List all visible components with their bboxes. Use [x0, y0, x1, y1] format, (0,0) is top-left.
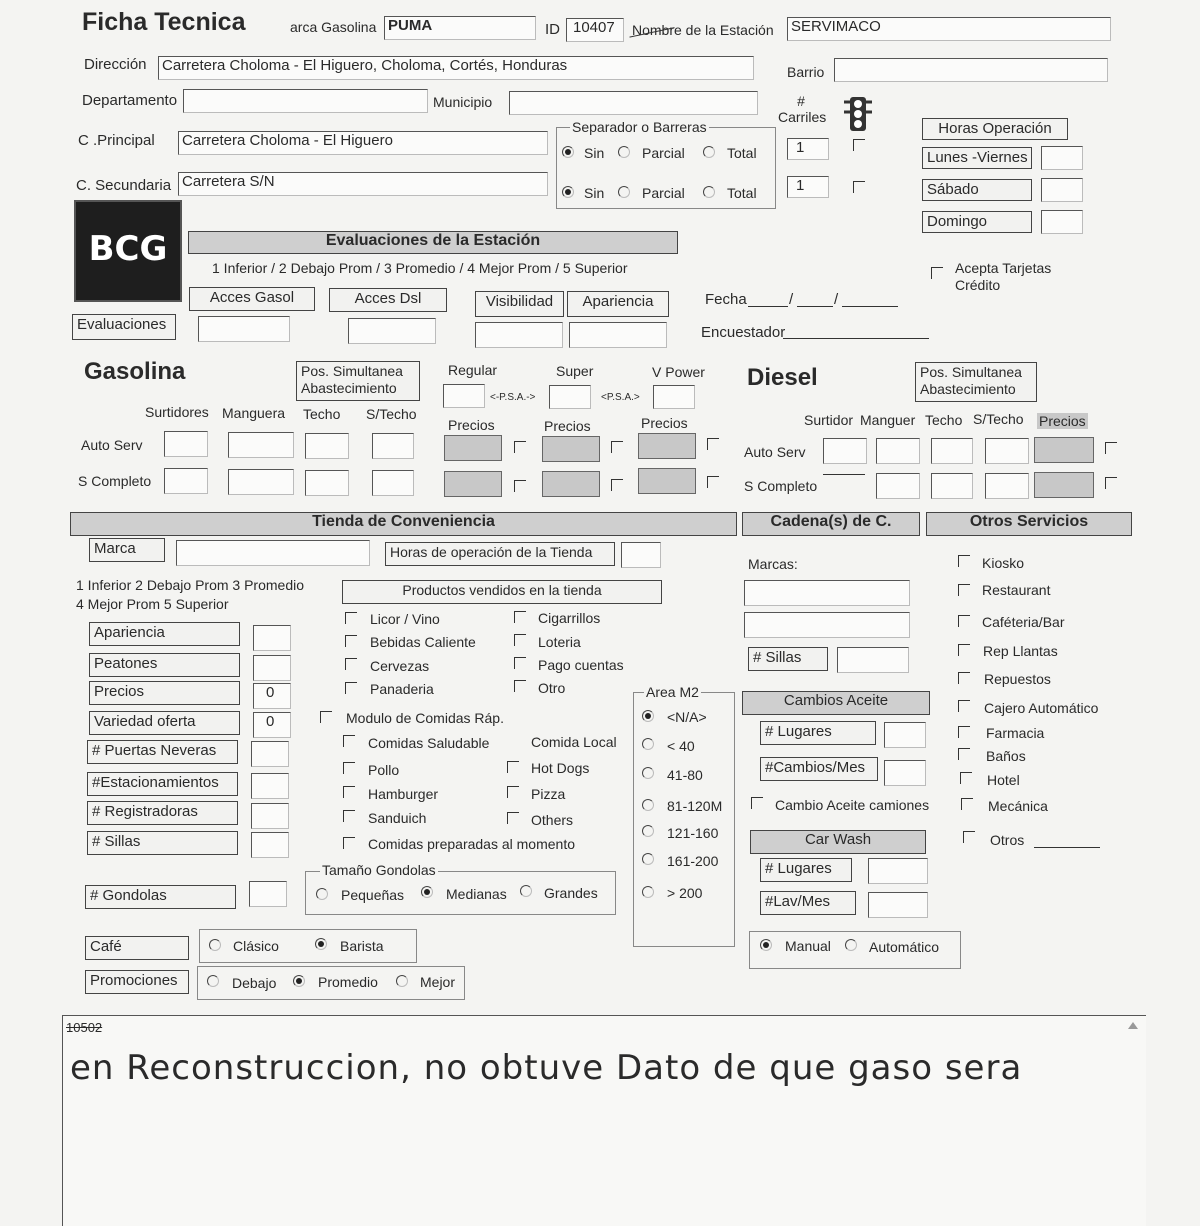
modulo-label: Modulo de Comidas Ráp. — [346, 710, 504, 726]
marcas-field-1[interactable] — [744, 580, 910, 606]
productos-label: Productos vendidos en la tienda — [342, 580, 662, 604]
prod-panaderia-label: Panaderia — [370, 681, 434, 697]
domingo-label: Domingo — [922, 211, 1032, 233]
g-auto-techo[interactable] — [305, 433, 349, 459]
otros-check[interactable] — [963, 831, 975, 843]
sanduich-label: Sanduich — [368, 810, 427, 826]
prod-cigarrillos-check[interactable] — [514, 611, 526, 623]
otros-label: Otros — [990, 832, 1025, 848]
evaluaciones-scale: 1 Inferior / 2 Debajo Prom / 3 Promedio / 4 Mejor Prom / 5 Superior — [212, 260, 628, 276]
psa-label-1: <-P.S.A.-> — [490, 392, 536, 403]
sep2-parcial-radio[interactable] — [618, 186, 630, 198]
d-comp-manguer[interactable] — [876, 473, 920, 499]
pizza-label: Pizza — [531, 786, 566, 802]
precios-header-3: Precios — [641, 415, 688, 431]
eval-estacionamientos-field[interactable] — [251, 773, 289, 799]
logo-text: BCG — [88, 229, 168, 269]
id-label: ID — [545, 21, 560, 38]
tienda-header: Tienda de Conveniencia — [70, 512, 737, 536]
pequenas-radio[interactable] — [316, 888, 328, 900]
sep1-parcial-label: Parcial — [642, 145, 685, 161]
promedio-radio[interactable] — [293, 975, 305, 987]
prod-otro-label: Otro — [538, 680, 566, 696]
scroll-up-icon[interactable] — [1128, 1022, 1138, 1029]
evaluaciones-label: Evaluaciones — [72, 314, 176, 340]
pollo-check[interactable] — [343, 762, 355, 774]
fecha-day-line[interactable] — [748, 291, 788, 307]
super-label: Super — [556, 363, 594, 379]
automatico-radio[interactable] — [845, 939, 857, 951]
d-auto-check[interactable] — [1105, 442, 1117, 454]
super-field[interactable] — [549, 385, 591, 409]
medianas-label: Medianas — [446, 886, 507, 902]
cadena-header: Cadena(s) de C. — [742, 512, 920, 536]
banos-check[interactable] — [958, 748, 970, 760]
gasolina-title: Gasolina — [84, 358, 186, 385]
g-auto-regular-check[interactable] — [514, 441, 526, 453]
d-auto-precio[interactable] — [1034, 437, 1094, 463]
bcg-logo — [74, 200, 182, 302]
promedio-label: Promedio — [318, 974, 378, 990]
marcas-field-2[interactable] — [744, 612, 910, 638]
notes-handwriting: en Reconstruccion, no obtuve Dato de que gaso sera — [70, 1048, 1023, 1088]
area-label: Area M2 — [646, 684, 699, 700]
cadena-sillas-label: # Sillas — [748, 647, 828, 671]
carriles-field-2[interactable] — [787, 176, 829, 198]
manual-radio[interactable] — [760, 939, 772, 951]
sep2-total-label: Total — [727, 185, 757, 201]
manguera-header: Manguera — [222, 405, 286, 421]
sep1-sin-label: Sin — [584, 145, 605, 161]
prod-bebidas-check[interactable] — [345, 635, 357, 647]
preparadas-label: Comidas preparadas al momento — [368, 836, 575, 852]
d-comp-precio[interactable] — [1034, 472, 1094, 498]
otros-header: Otros Servicios — [926, 512, 1132, 536]
tarjetas-label: Acepta Tarjetas Crédito — [955, 260, 1052, 293]
carriles-value-2: 1 — [796, 177, 805, 194]
d-auto-serv-label: Auto Serv — [744, 444, 806, 460]
diesel-title: Diesel — [747, 364, 818, 391]
eval-apariencia-field[interactable] — [253, 625, 291, 651]
evaluaciones-header: Evaluaciones de la Estación — [188, 231, 678, 254]
eval-sillas-label: # Sillas — [87, 831, 238, 855]
notes-area[interactable] — [62, 1015, 1146, 1226]
direccion-label: Dirección — [84, 56, 147, 73]
area-200-radio[interactable] — [642, 886, 654, 898]
gondolas-field[interactable] — [249, 881, 287, 907]
restaurant-label: Restaurant — [982, 582, 1051, 598]
automatico-label: Automático — [869, 939, 940, 955]
g-auto-super-check[interactable] — [611, 441, 623, 453]
cambios-mes-field[interactable] — [884, 760, 926, 786]
grandes-radio[interactable] — [520, 885, 532, 897]
clasico-radio[interactable] — [209, 939, 221, 951]
tienda-scale-1: 1 Inferior 2 Debajo Prom 3 Promedio — [76, 577, 304, 593]
nombre-estacion-field[interactable] — [787, 17, 1111, 41]
prod-bebidas-label: Bebidas Caliente — [370, 634, 476, 650]
carriles-field-1[interactable] — [787, 138, 829, 160]
cafeteria-label: Caféteria/Bar — [982, 614, 1065, 630]
sep1-total-label: Total — [727, 145, 757, 161]
g-comp-vpower-check[interactable] — [707, 476, 719, 488]
apariencia-field[interactable] — [569, 322, 667, 348]
d-auto-techo[interactable] — [931, 438, 973, 464]
medianas-radio[interactable] — [421, 886, 433, 898]
others-label: Others — [531, 812, 574, 828]
diesel-pos-label: Pos. Simultanea Abastecimiento — [915, 362, 1037, 402]
vpower-label: V Power — [652, 364, 705, 380]
eval-registradoras-field[interactable] — [251, 803, 289, 829]
area-na-radio[interactable] — [642, 710, 654, 722]
sep1-sin-radio[interactable] — [562, 146, 574, 158]
cajero-check[interactable] — [958, 700, 970, 712]
carriles-value-1: 1 — [796, 139, 805, 156]
gondolas-label: # Gondolas — [85, 885, 236, 909]
tienda-marca-field[interactable] — [176, 540, 370, 566]
g-comp-surtidores[interactable] — [164, 468, 208, 494]
horas-operacion-button[interactable]: Horas Operación — [922, 118, 1068, 140]
d-comp-stecho[interactable] — [985, 473, 1029, 499]
promociones-label: Promociones — [85, 970, 189, 994]
prod-otro-check[interactable] — [514, 680, 526, 692]
direccion-field[interactable] — [158, 56, 754, 80]
tienda-horas-field[interactable] — [621, 542, 661, 568]
area-group — [633, 692, 735, 947]
restaurant-check[interactable] — [958, 584, 970, 596]
csecundaria-field[interactable] — [178, 172, 548, 196]
s-completo-label: S Completo — [78, 473, 152, 489]
hamburger-check[interactable] — [343, 786, 355, 798]
carwash-lugares-label: # Lugares — [760, 858, 852, 882]
prod-loteria-check[interactable] — [514, 634, 526, 646]
prod-cigarrillos-label: Cigarrillos — [538, 610, 601, 626]
llantas-check[interactable] — [958, 644, 970, 656]
sep2-total-radio[interactable] — [703, 186, 715, 198]
camiones-check[interactable] — [751, 797, 763, 809]
eval-precios-field[interactable] — [253, 683, 291, 709]
otros-line[interactable] — [1034, 833, 1100, 848]
fecha-year-line[interactable] — [842, 291, 898, 307]
grandes-label: Grandes — [544, 885, 598, 901]
separador-label: Separador o Barreras — [572, 119, 707, 135]
hotel-label: Hotel — [987, 772, 1020, 788]
farmacia-label: Farmacia — [986, 725, 1045, 741]
lunes-viernes-field[interactable] — [1041, 146, 1083, 170]
direccion-value: Carretera Choloma - El Higuero, Choloma, Cortés, Honduras — [162, 57, 568, 74]
d-s-completo-label: S Completo — [744, 478, 818, 494]
sep2-parcial-label: Parcial — [642, 185, 685, 201]
g-comp-super-check[interactable] — [611, 479, 623, 491]
comidas-saludable-label: Comidas Saludable — [368, 735, 490, 751]
area-40-label: < 40 — [667, 738, 695, 754]
fecha-month-line[interactable] — [797, 291, 833, 307]
mejor-radio[interactable] — [396, 975, 408, 987]
encuestador-label: Encuestador — [701, 324, 786, 341]
d-manguer-header: Manguer — [860, 412, 916, 428]
llantas-label: Rep Llantas — [983, 643, 1058, 659]
d-auto-stecho[interactable] — [985, 438, 1029, 464]
farmacia-check[interactable] — [958, 726, 970, 738]
marca-gasolina-field[interactable] — [384, 16, 536, 40]
area-121-160-label: 121-160 — [667, 825, 719, 841]
g-comp-manguera[interactable] — [228, 469, 294, 495]
hamburger-label: Hamburger — [368, 786, 439, 802]
others-check[interactable] — [507, 812, 519, 824]
cadena-sillas-field[interactable] — [837, 647, 909, 673]
eval-estacionamientos-label: #Estacionamientos — [87, 772, 238, 796]
csecundaria-label: C. Secundaria — [76, 177, 172, 194]
traffic-light-icon — [843, 96, 873, 132]
barista-radio[interactable] — [315, 938, 327, 950]
tienda-marca-label: Marca — [89, 538, 165, 562]
mecanica-label: Mecánica — [988, 798, 1048, 814]
carriles-label: # Carriles — [778, 93, 827, 125]
sep2-sin-radio[interactable] — [562, 186, 574, 198]
repuestos-check[interactable] — [958, 672, 970, 684]
prod-panaderia-check[interactable] — [345, 682, 357, 694]
d-comp-techo[interactable] — [931, 473, 973, 499]
g-comp-stecho[interactable] — [372, 470, 414, 496]
lav-mes-field[interactable] — [868, 892, 928, 918]
auto-serv-label: Auto Serv — [81, 437, 143, 453]
cafe-label: Café — [85, 936, 189, 960]
carril-checkbox-2[interactable] — [853, 181, 865, 193]
eval-variedad-field[interactable] — [253, 712, 291, 738]
carwash-lugares-field[interactable] — [868, 858, 928, 884]
area-41-80-label: 41-80 — [667, 767, 703, 783]
sabado-field[interactable] — [1041, 178, 1083, 202]
g-auto-precio-vpower[interactable] — [638, 433, 696, 459]
cafe-group — [199, 929, 417, 963]
prod-pago-label: Pago cuentas — [538, 657, 624, 673]
eval-variedad-value: 0 — [266, 713, 275, 730]
hotdogs-check[interactable] — [507, 761, 519, 773]
gasolina-pos-label: Pos. Simultanea Abastecimiento — [296, 361, 420, 401]
lunes-viernes-label: Lunes -Viernes — [922, 147, 1032, 169]
pollo-label: Pollo — [368, 762, 400, 778]
d-comp-check[interactable] — [1105, 477, 1117, 489]
notes-code: 10502 — [66, 1020, 103, 1035]
eval-registradoras-label: # Registradoras — [87, 801, 238, 825]
banos-label: Baños — [986, 748, 1026, 764]
eval-peatones-field[interactable] — [253, 655, 291, 681]
tarjetas-checkbox[interactable] — [931, 267, 943, 279]
prod-licor-label: Licor / Vino — [370, 611, 440, 627]
encuestador-line[interactable] — [783, 323, 929, 339]
area-81-120-radio[interactable] — [642, 799, 654, 811]
g-comp-regular-check[interactable] — [514, 480, 526, 492]
area-40-radio[interactable] — [642, 738, 654, 750]
precios-header-2: Precios — [544, 418, 591, 434]
tamano-label: Tamaño Gondolas — [322, 862, 436, 878]
eval-precios-label: Precios — [89, 681, 240, 705]
area-161-200-radio[interactable] — [642, 853, 654, 865]
mecanica-check[interactable] — [961, 798, 973, 810]
pequenas-label: Pequeñas — [341, 887, 405, 903]
cprincipal-value: Carretera Choloma - El Higuero — [182, 132, 393, 149]
surtidores-header: Surtidores — [145, 404, 209, 420]
page-title: Ficha Tecnica — [82, 8, 246, 36]
acces-dsl-button[interactable]: Acces Dsl — [329, 288, 447, 312]
visibilidad-button[interactable]: Visibilidad — [475, 291, 564, 317]
area-na-label: <N/A> — [667, 709, 707, 725]
marca-gasolina-value: PUMA — [388, 17, 433, 34]
techo-header: Techo — [303, 406, 341, 422]
fecha-label: Fecha — [705, 291, 747, 308]
eval-variedad-label: Variedad oferta — [89, 711, 240, 735]
sabado-label: Sábado — [922, 179, 1032, 201]
cafeteria-check[interactable] — [958, 615, 970, 627]
visibilidad-field[interactable] — [475, 322, 563, 348]
departamento-field[interactable] — [183, 89, 428, 113]
g-comp-precio-super[interactable] — [542, 471, 600, 497]
cambios-lugares-field[interactable] — [884, 722, 926, 748]
mejor-label: Mejor — [420, 974, 456, 990]
area-200-label: > 200 — [667, 885, 703, 901]
eval-sillas-field[interactable] — [251, 832, 289, 858]
g-auto-stecho[interactable] — [372, 433, 414, 459]
debajo-label: Debajo — [232, 975, 277, 991]
kiosko-check[interactable] — [958, 555, 970, 567]
pizza-check[interactable] — [507, 786, 519, 798]
municipio-label: Municipio — [433, 94, 493, 110]
prod-cervezas-label: Cervezas — [370, 658, 430, 674]
manual-label: Manual — [785, 938, 831, 954]
comidas-saludable-check[interactable] — [343, 735, 355, 747]
g-auto-manguera[interactable] — [228, 432, 294, 458]
precios-header-1: Precios — [448, 417, 495, 433]
cajero-label: Cajero Automático — [984, 700, 1099, 716]
eval-puertas-field[interactable] — [251, 741, 289, 767]
kiosko-label: Kiosko — [982, 555, 1025, 571]
fecha-slash-1: / — [789, 291, 794, 308]
area-121-160-radio[interactable] — [642, 825, 654, 837]
d-surtidor-header: Surtidor — [804, 412, 854, 428]
apariencia-button[interactable]: Apariencia — [567, 291, 669, 317]
domingo-field[interactable] — [1041, 210, 1083, 234]
sep2-sin-label: Sin — [584, 185, 605, 201]
d-precios-header: Precios — [1039, 413, 1086, 429]
preparadas-check[interactable] — [343, 837, 355, 849]
barista-label: Barista — [340, 938, 384, 954]
sanduich-check[interactable] — [343, 810, 355, 822]
g-auto-vpower-check[interactable] — [707, 438, 719, 450]
nombre-estacion-label: Nombre de la Estación — [632, 22, 774, 38]
eval-apariencia-label: Apariencia — [89, 622, 240, 646]
csecundaria-value: Carretera S/N — [182, 173, 275, 190]
lav-mes-label: #Lav/Mes — [760, 891, 856, 915]
eval-peatones-label: Peatones — [89, 653, 240, 677]
g-comp-precio-vpower[interactable] — [638, 468, 696, 494]
nombre-estacion-value: SERVIMACO — [791, 18, 881, 35]
cambios-mes-label: #Cambios/Mes — [760, 757, 878, 781]
hotdogs-label: Hot Dogs — [531, 760, 590, 776]
prod-cervezas-check[interactable] — [345, 658, 357, 670]
municipio-field[interactable] — [509, 91, 758, 115]
prod-loteria-label: Loteria — [538, 634, 581, 650]
acces-dsl-field[interactable] — [348, 318, 436, 344]
tienda-horas-label: Horas de operación de la Tienda — [385, 542, 615, 566]
sep1-parcial-radio[interactable] — [618, 146, 630, 158]
stecho-header: S/Techo — [366, 406, 417, 422]
d-stecho-header: S/Techo — [973, 411, 1024, 427]
eval-precios-value: 0 — [266, 684, 275, 701]
clasico-label: Clásico — [233, 938, 279, 954]
comida-local-label: Comida Local — [531, 734, 617, 750]
g-comp-techo[interactable] — [305, 470, 349, 496]
g-comp-precio-regular[interactable] — [444, 471, 502, 497]
prod-pago-check[interactable] — [514, 657, 526, 669]
cprincipal-label: C .Principal — [78, 132, 155, 149]
regular-field[interactable] — [443, 384, 485, 408]
barrio-field[interactable] — [834, 58, 1108, 82]
id-value: 10407 — [573, 19, 615, 36]
vpower-field[interactable] — [653, 385, 695, 409]
cambios-aceite-header: Cambios Aceite — [742, 691, 930, 715]
g-auto-precio-super[interactable] — [542, 436, 600, 462]
hotel-check[interactable] — [960, 772, 972, 784]
acces-gasol-button[interactable]: Acces Gasol — [189, 287, 315, 311]
d-auto-manguer[interactable] — [876, 438, 920, 464]
cambios-lugares-label: # Lugares — [760, 721, 876, 745]
area-81-120-label: 81-120M — [667, 798, 723, 814]
area-161-200-label: 161-200 — [667, 853, 719, 869]
sep1-total-radio[interactable] — [703, 146, 715, 158]
regular-label: Regular — [448, 362, 498, 378]
fecha-slash-2: / — [834, 291, 839, 308]
eval-puertas-label: # Puertas Neveras — [87, 740, 238, 764]
debajo-radio[interactable] — [207, 975, 219, 987]
cprincipal-field[interactable] — [178, 131, 548, 155]
acces-gasol-field[interactable] — [198, 316, 290, 342]
tienda-scale-2: 4 Mejor Prom 5 Superior — [76, 596, 229, 612]
marca-gasolina-label: arca Gasolina — [290, 19, 377, 35]
prod-licor-check[interactable] — [345, 612, 357, 624]
barrio-label: Barrio — [787, 64, 825, 80]
g-auto-precio-regular[interactable] — [444, 435, 502, 461]
carril-checkbox-1[interactable] — [853, 139, 865, 151]
area-41-80-radio[interactable] — [642, 767, 654, 779]
g-auto-surtidores[interactable] — [164, 431, 208, 457]
modulo-check[interactable] — [320, 711, 332, 723]
psa-label-2: <P.S.A.> — [601, 392, 640, 403]
d-techo-header: Techo — [925, 412, 963, 428]
id-field[interactable] — [566, 18, 624, 42]
d-comp-surtidor[interactable] — [823, 460, 865, 475]
carwash-header: Car Wash — [750, 830, 926, 854]
marcas-label: Marcas: — [748, 556, 798, 572]
camiones-label: Cambio Aceite camiones — [775, 797, 930, 813]
repuestos-label: Repuestos — [984, 671, 1051, 687]
departamento-label: Departamento — [82, 92, 178, 109]
